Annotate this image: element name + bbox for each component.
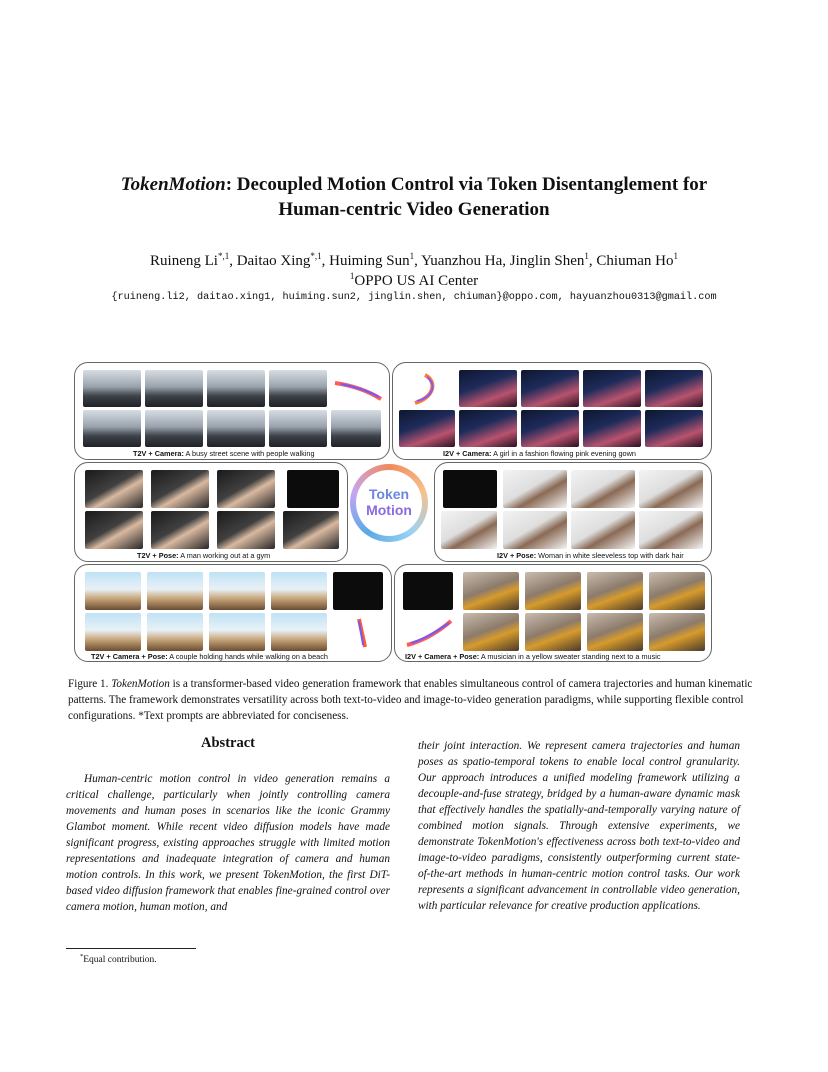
- video-frame: [521, 370, 579, 407]
- video-frame: [147, 572, 203, 610]
- video-frame: [645, 370, 703, 407]
- video-frame: [145, 370, 203, 407]
- reference-image: [441, 511, 497, 549]
- video-frame: [521, 410, 579, 447]
- pose-sequence: [333, 572, 383, 610]
- abstract-heading: Abstract: [201, 735, 255, 751]
- panel-t2v-pose: [74, 462, 348, 562]
- author: Yuanzhou Ha: [421, 253, 503, 269]
- panel-caption: I2V + Camera + Pose: A musician in a yellow sweater standing next to a music: [405, 652, 661, 661]
- video-frame: [85, 511, 143, 549]
- panel-caption: T2V + Camera + Pose: A couple holding hands while walking on a beach: [91, 652, 328, 661]
- logo-text-line2: Motion: [366, 502, 412, 518]
- video-frame: [645, 410, 703, 447]
- video-frame: [271, 613, 327, 651]
- video-frame: [639, 511, 703, 549]
- footnote: *Equal contribution.: [80, 953, 157, 966]
- video-frame: [459, 370, 517, 407]
- paper-title: [60, 172, 768, 222]
- video-frame: [147, 613, 203, 651]
- video-frame: [571, 511, 635, 549]
- video-frame: [151, 511, 209, 549]
- panel-caption: I2V + Camera: A girl in a fashion flowing pink evening gown: [443, 449, 636, 458]
- video-frame: [85, 470, 143, 508]
- reference-image: [399, 410, 455, 447]
- panel-i2v-camera: [392, 362, 712, 460]
- video-frame: [463, 572, 519, 610]
- video-frame: [83, 370, 141, 407]
- footnote-rule: [66, 948, 196, 949]
- video-frame: [83, 410, 141, 447]
- title-line2: Human-centric Video Generation: [278, 199, 550, 220]
- panel-t2v-camera: [74, 362, 390, 460]
- video-frame: [525, 613, 581, 651]
- video-frame: [209, 572, 265, 610]
- pose-sequence: [443, 470, 497, 508]
- camera-trajectory-icon: [331, 373, 385, 403]
- video-frame: [217, 470, 275, 508]
- video-frame: [85, 613, 141, 651]
- arxiv-watermark: [14, 300, 60, 770]
- tokenmotion-logo: [350, 464, 428, 542]
- camera-trajectory-icon: [341, 615, 377, 651]
- video-frame: [463, 613, 519, 651]
- abstract-left-column: Human-centric motion control in video generation remains a critical challenge, particularly when jointly controlling camera movements and human poses in scenarios like the iconic Grammy Glambot moment. While recent video diffusion models have made significant progress, existing approaches struggle with limited motion representations and inadequate integration of camera and human motion controls. In this work, we present TokenMotion, the first DiT-based video diffusion framework that enables fine-grained control over camera motion, human motion, and: [66, 773, 390, 913]
- video-frame: [85, 572, 141, 610]
- figure-label: Figure 1.: [68, 678, 109, 690]
- author: Jinglin Shen: [509, 253, 585, 269]
- panel-t2v-camera-pose: [74, 564, 392, 662]
- video-frame: [639, 470, 703, 508]
- author: Huiming Sun: [329, 253, 410, 269]
- abstract-right-column: their joint interaction. We represent camera trajectories and human poses as spatio-temporal tokens to enable local control granularity. Our approach introduces a unified modeling framework utilizing a decouple-and-fuse strategy, bridged by a human-aware dynamic mask that effectively handles the spatially-and-temporally varying nature of combined motion signals. Through extensive experiments, we demonstrate TokenMotion's effectiveness across both text-to-video and image-to-video paradigms, consistently outperforming current state-of-the-art methods in human-centric motion control tasks. Our work represents a significant advancement in controllable video generation, with particular relevance for creative production applications.: [418, 740, 740, 912]
- pose-sequence: [287, 470, 339, 508]
- panel-i2v-camera-pose: [394, 564, 712, 662]
- caption-text: is a transformer-based video generation framework that enables simultaneous control of camera trajectories and human kinematic patterns. The framework demonstrates versatility across both text-to-video and image-to-video generation paradigms, while supporting flexible control configurations. *Text prompts are abbreviated for conciseness.: [68, 678, 753, 722]
- video-frame: [649, 613, 705, 651]
- video-frame: [503, 470, 567, 508]
- caption-name: TokenMotion: [111, 678, 170, 690]
- video-frame: [525, 572, 581, 610]
- video-frame: [571, 470, 635, 508]
- video-frame: [151, 470, 209, 508]
- author-emails: {ruineng.li2, daitao.xing1, huiming.sun2, jinglin.shen, chiuman}@oppo.com, hayuanzhou0313@gmail.com: [111, 292, 717, 303]
- author: Ruineng Li: [150, 253, 218, 269]
- video-frame: [269, 370, 327, 407]
- affiliation: $^1$OPPO US AI Center: [349, 271, 479, 289]
- video-frame: [269, 410, 327, 447]
- video-frame: [583, 370, 641, 407]
- panel-i2v-pose: [434, 462, 712, 562]
- video-frame: [459, 410, 517, 447]
- title-line1: : Decoupled Motion Control via Token Disentanglement for: [225, 174, 708, 195]
- author: Chiuman Ho: [596, 253, 674, 269]
- panel-caption: I2V + Pose: Woman in white sleeveless top with dark hair: [497, 551, 684, 560]
- video-frame: [331, 410, 381, 447]
- video-frame: [283, 511, 339, 549]
- video-frame: [207, 370, 265, 407]
- panel-caption: T2V + Pose: A man working out at a gym: [137, 551, 271, 560]
- figure-caption: [68, 676, 762, 724]
- video-frame: [587, 572, 643, 610]
- panel-caption: T2V + Camera: A busy street scene with people walking: [133, 449, 315, 458]
- title-name: TokenMotion: [120, 174, 226, 195]
- pose-sequence: [403, 572, 453, 610]
- author: Daitao Xing: [236, 253, 311, 269]
- author-list: Ruineng $Li^{*,1}$, Daitao Xing$^{*,1}$, Huiming Sun$^1$, Yuanzhou Ha, Jinglin Shen$^1$, Chiuman Ho$^1$: [150, 251, 678, 269]
- video-frame: [209, 613, 265, 651]
- teaser-figure: [74, 362, 712, 662]
- video-frame: [145, 410, 203, 447]
- video-frame: [583, 410, 641, 447]
- video-frame: [271, 572, 327, 610]
- logo-text-line1: Token: [368, 486, 410, 502]
- video-frame: [649, 572, 705, 610]
- video-frame: [217, 511, 275, 549]
- video-frame: [587, 613, 643, 651]
- camera-trajectory-icon: [403, 615, 455, 649]
- camera-trajectory-icon: [401, 371, 449, 407]
- video-frame: [503, 511, 567, 549]
- video-frame: [207, 410, 265, 447]
